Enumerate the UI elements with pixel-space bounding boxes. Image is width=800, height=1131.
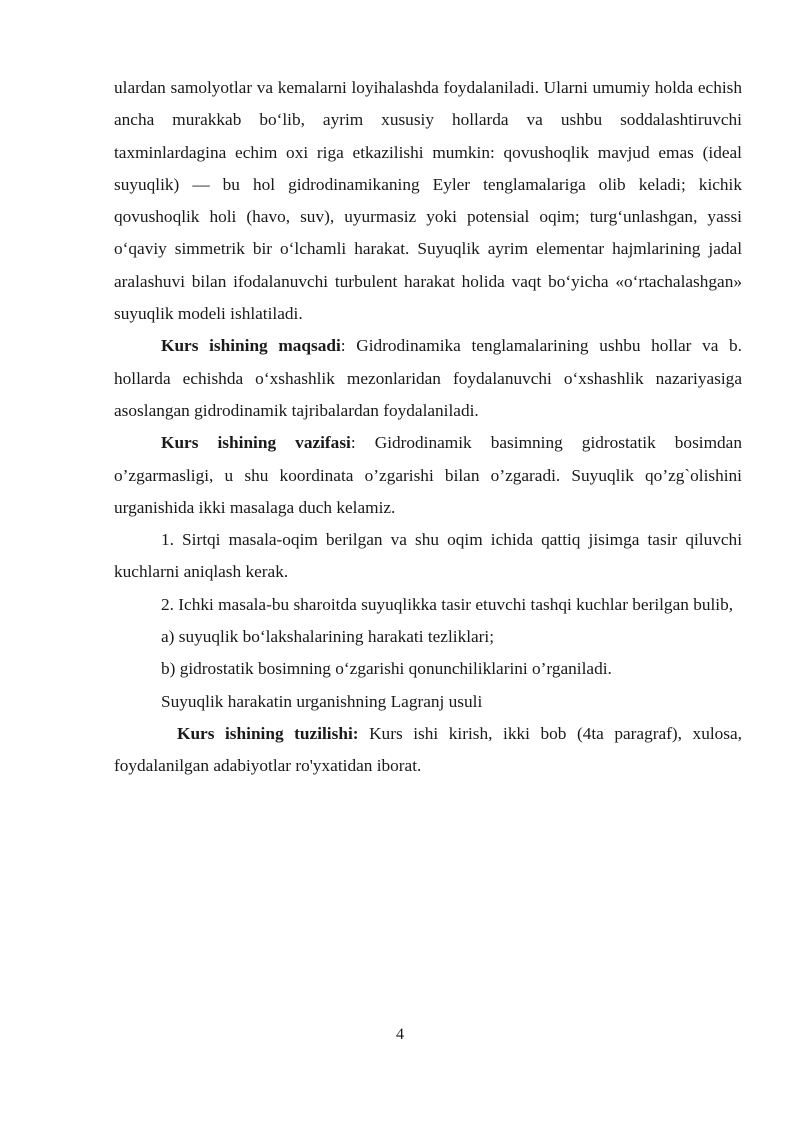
list-item-b: b) gidrostatik bosimning o‘zgarishi qonunchiliklarini o’rganiladi. bbox=[161, 659, 612, 679]
page-number: 4 bbox=[396, 1026, 404, 1043]
structure-paragraph bbox=[114, 718, 742, 783]
method-line: Suyuqlik harakatin urganishning Lagranj usuli bbox=[161, 691, 483, 711]
list-item-a: a) suyuqlik bo‘lakshalarining harakati tezliklari; bbox=[161, 627, 495, 647]
task-paragraph bbox=[114, 427, 742, 524]
structure-text: Kurs ishi kirish, ikki bob (4ta paragraf), xulosa, foydalanilgan adabiyotlar ro'yxatidan iborat. bbox=[114, 723, 742, 776]
goal-label: Kurs ishining maqsadi bbox=[161, 336, 341, 356]
task-text: : Gidrodinamik basimning gidrostatik bosimdan o’zgarmasligi, u shu koordinata o’zgarishi bilan o’zgaradi. Suyuqlik qo’zg`olishini urganishida ikki masalaga duch kelamiz. bbox=[114, 433, 742, 517]
page-content bbox=[114, 72, 742, 783]
structure-label: Kurs ishining tuzilishi: bbox=[177, 723, 359, 743]
task-label: Kurs ishining vazifasi bbox=[161, 433, 351, 453]
goal-text: : Gidrodinamika tenglamalarining ushbu hollar va b. hollarda echishda o‘xshashlik mezonlaridan foydalanuvchi o‘xshashlik nazariyasiga asoslangan gidrodinamik tajribalardan foydalaniladi. bbox=[114, 336, 742, 420]
list-item-2: 2. Ichki masala-bu sharoitda suyuqlikka tasir etuvchi tashqi kuchlar berilgan bulib, bbox=[161, 594, 734, 614]
list-item-1: 1. Sirtqi masala-oqim berilgan va shu oqim ichida qattiq jisimga tasir qiluvchi kuchlarni aniqlash kerak. bbox=[114, 530, 742, 582]
goal-paragraph bbox=[114, 330, 742, 427]
intro-paragraph: ulardan samolyotlar va kemalarni loyihalashda foydalaniladi. Ularni umumiy holda echish ancha murakkab bo‘lib, ayrim xususiy hollarda va ushbu soddalashtiruvchi taxminlardagina echim oxi riga etkazilishi mumkin: qovushoqlik mavjud emas (ideal suyuqlik) — bu hol gidrodinamikaning Eyler tenglamalariga olib keladi; kichik qovushoqlik holi (havo, suv), uyurmasiz yoki potensial oqim; turg‘unlashgan, yassi o‘qaviy simmetrik bir o‘lchamli harakat. Suyuqlik ayrim elementar hajmlarining jadal aralashuvi bilan ifodalanuvchi turbulent harakat holida vaqt bo‘yicha «o‘rtachalashgan» suyuqlik modeli ishlatiladi. bbox=[114, 78, 742, 324]
